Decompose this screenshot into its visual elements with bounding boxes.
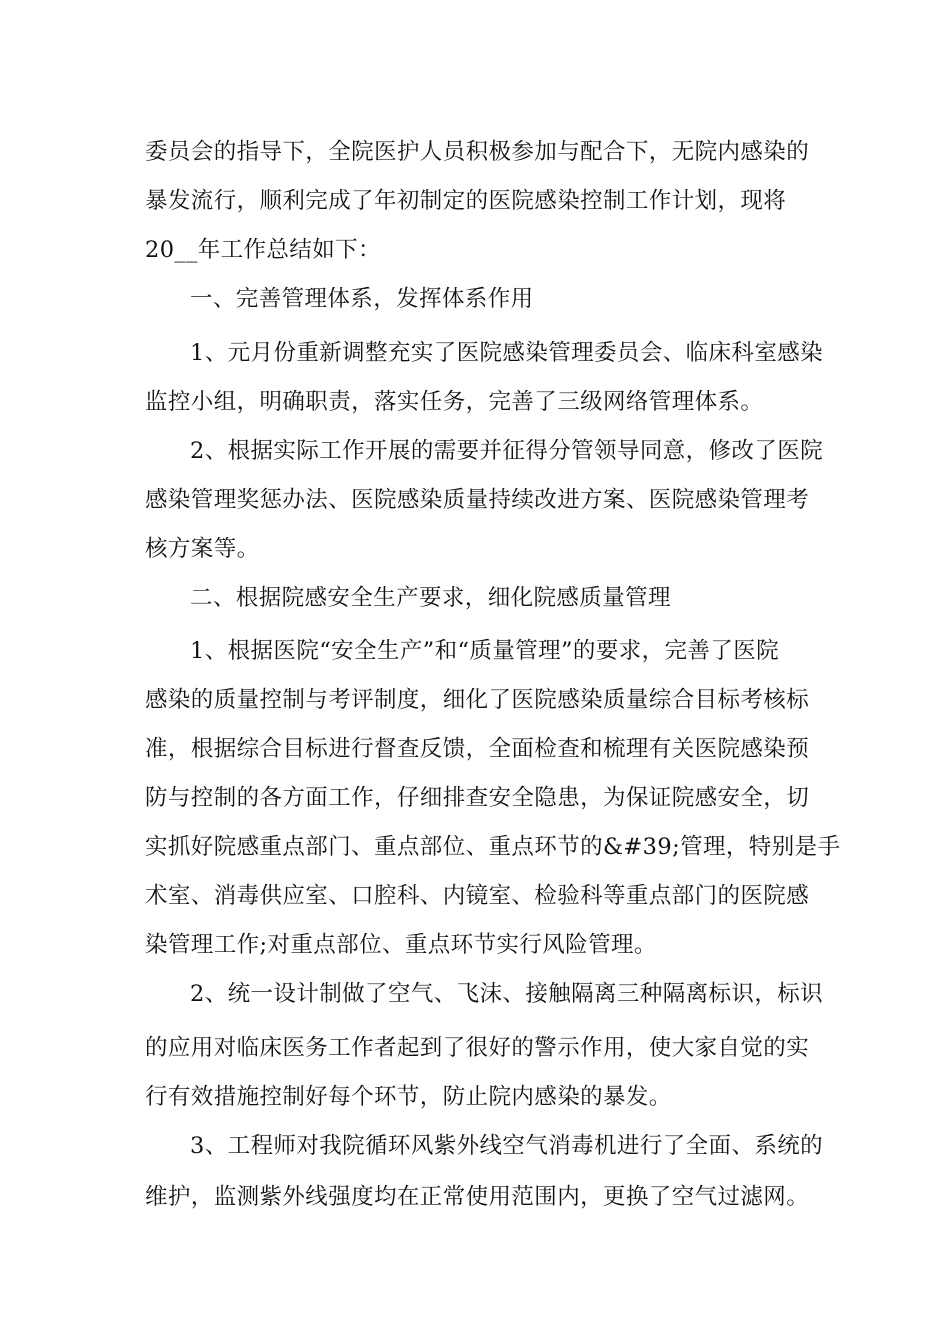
section-heading: 一、完善管理体系，发挥体系作用: [190, 286, 534, 312]
text-line: 实抓好院感重点部门、重点部位、重点环节的&#39;管理，特别是手: [145, 834, 841, 860]
text-line: 的应用对临床医务工作者起到了很好的警示作用，使大家自觉的实: [145, 1035, 810, 1061]
text-line: 感染管理奖惩办法、医院感染质量持续改进方案、医院感染管理考: [145, 487, 810, 513]
text-line: 监控小组，明确职责，落实任务，完善了三级网络管理体系。: [145, 389, 764, 415]
text-line: 染管理工作;对重点部位、重点环节实行风险管理。: [145, 932, 657, 958]
text-line: 2、根据实际工作开展的需要并征得分管领导同意，修改了医院: [190, 438, 824, 464]
section-heading: 二、根据院感安全生产要求，细化院感质量管理: [190, 585, 671, 611]
text-line: 1、元月份重新调整充实了医院感染管理委员会、临床科室感染: [190, 340, 824, 366]
text-line: 2、统一设计制做了空气、飞沫、接触隔离三种隔离标识，标识: [190, 981, 824, 1007]
text-line: 术室、消毒供应室、口腔科、内镜室、检验科等重点部门的医院感: [145, 883, 810, 909]
text-line: 维护，监测紫外线强度均在正常使用范围内，更换了空气过滤网。: [145, 1184, 810, 1210]
text-line: 3、工程师对我院循环风紫外线空气消毒机进行了全面、系统的: [190, 1133, 824, 1159]
text-line: 感染的质量控制与考评制度，细化了医院感染质量综合目标考核标: [145, 687, 810, 713]
text-line: 1、根据医院“安全生产”和“质量管理”的要求，完善了医院: [190, 638, 780, 664]
text-line: 防与控制的各方面工作，仔细排查安全隐患，为保证院感安全，切: [145, 785, 810, 811]
text-line: 核方案等。: [145, 536, 260, 562]
text-line: 行有效措施控制好每个环节，防止院内感染的暴发。: [145, 1084, 672, 1110]
text-line: 委员会的指导下，全院医护人员积极参加与配合下，无院内感染的: [145, 139, 810, 165]
text-line: 暴发流行，顺利完成了年初制定的医院感染控制工作计划，现将: [145, 188, 787, 214]
text-line: 20__年工作总结如下：: [145, 237, 381, 263]
text-line: 准，根据综合目标进行督查反馈，全面检查和梳理有关医院感染预: [145, 736, 810, 762]
